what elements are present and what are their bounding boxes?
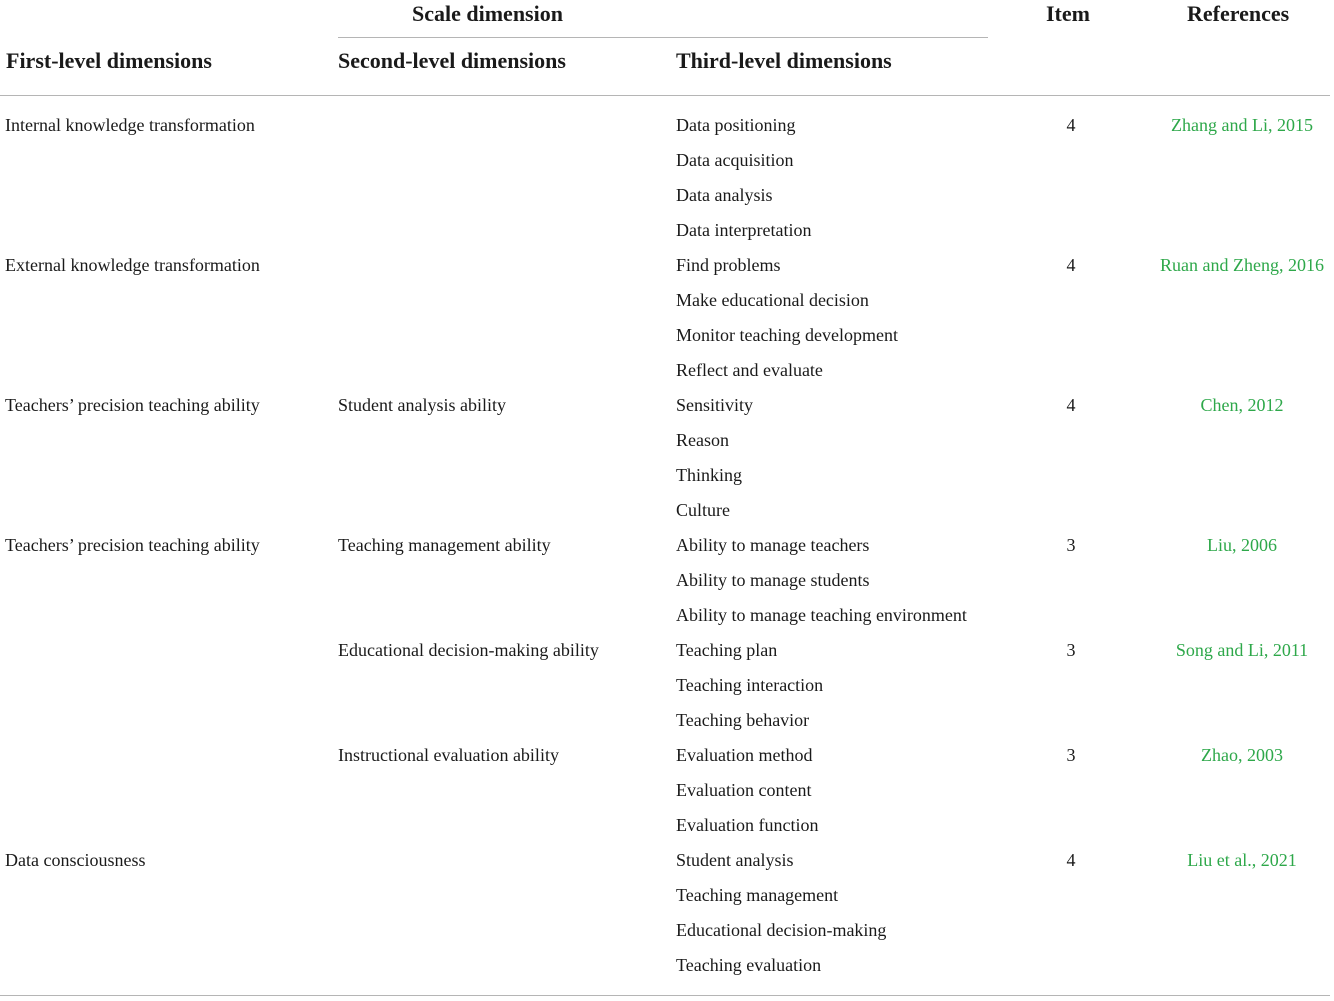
third-level-cell: Ability to manage teachers xyxy=(676,535,870,555)
third-level-cell: Data analysis xyxy=(676,185,773,205)
reference-link[interactable]: Song and Li, 2011 xyxy=(1175,640,1309,660)
reference-link[interactable]: Zhang and Li, 2015 xyxy=(1171,115,1313,135)
header-item: Item xyxy=(1046,1,1090,26)
third-level-cell: Find problems xyxy=(676,255,781,275)
reference-link[interactable]: Zhao, 2003 xyxy=(1201,745,1283,765)
third-level-cell: Monitor teaching development xyxy=(676,325,898,345)
third-level-cell: Teaching interaction xyxy=(676,675,824,695)
third-level-cell: Teaching evaluation xyxy=(676,955,822,975)
third-level-cell: Evaluation method xyxy=(676,745,813,765)
header-bottom-rule xyxy=(0,95,1330,96)
item-count-cell: 3 xyxy=(1066,745,1076,765)
item-count-cell: 4 xyxy=(1066,395,1076,415)
first-level-cell: Data consciousness xyxy=(5,850,146,870)
third-level-cell: Make educational decision xyxy=(676,290,869,310)
second-level-cell: Educational decision-making ability xyxy=(338,640,599,660)
first-level-cell: Teachers’ precision teaching ability xyxy=(5,535,260,555)
third-level-cell: Evaluation function xyxy=(676,815,819,835)
third-level-cell: Reason xyxy=(676,430,729,450)
third-level-cell: Teaching plan xyxy=(676,640,778,660)
first-level-cell: External knowledge transformation xyxy=(5,255,260,275)
third-level-cell: Data interpretation xyxy=(676,220,812,240)
third-level-cell: Evaluation content xyxy=(676,780,812,800)
third-level-cell: Ability to manage teaching environment xyxy=(676,605,967,625)
item-count-cell: 4 xyxy=(1066,255,1076,275)
third-level-cell: Ability to manage students xyxy=(676,570,870,590)
second-level-cell: Student analysis ability xyxy=(338,395,506,415)
third-level-cell: Thinking xyxy=(676,465,742,485)
header-second-level: Second-level dimensions xyxy=(338,48,566,73)
scale-dimension-underline xyxy=(338,37,988,38)
reference-link[interactable]: Chen, 2012 xyxy=(1200,395,1284,415)
item-count-cell: 3 xyxy=(1066,640,1076,660)
reference-link[interactable]: Ruan and Zheng, 2016 xyxy=(1160,255,1324,275)
header-references: References xyxy=(1187,1,1290,26)
third-level-cell: Culture xyxy=(676,500,730,520)
third-level-cell: Teaching management xyxy=(676,885,839,905)
third-level-cell: Sensitivity xyxy=(676,395,754,415)
reference-link[interactable]: Liu, 2006 xyxy=(1207,535,1277,555)
header-third-level: Third-level dimensions xyxy=(676,48,892,73)
second-level-cell: Teaching management ability xyxy=(338,535,551,555)
third-level-cell: Teaching behavior xyxy=(676,710,810,730)
first-level-cell: Internal knowledge transformation xyxy=(5,115,255,135)
header-scale-dimension: Scale dimension xyxy=(412,1,563,26)
item-count-cell: 3 xyxy=(1066,535,1076,555)
third-level-cell: Educational decision-making xyxy=(676,920,887,940)
third-level-cell: Reflect and evaluate xyxy=(676,360,823,380)
table-bottom-rule xyxy=(0,995,1330,996)
third-level-cell: Data positioning xyxy=(676,115,796,135)
third-level-cell: Student analysis xyxy=(676,850,794,870)
item-count-cell: 4 xyxy=(1066,850,1076,870)
third-level-cell: Data acquisition xyxy=(676,150,794,170)
reference-link[interactable]: Liu et al., 2021 xyxy=(1187,850,1297,870)
header-first-level: First-level dimensions xyxy=(6,48,212,73)
first-level-cell: Teachers’ precision teaching ability xyxy=(5,395,260,415)
item-count-cell: 4 xyxy=(1066,115,1076,135)
second-level-cell: Instructional evaluation ability xyxy=(338,745,559,765)
